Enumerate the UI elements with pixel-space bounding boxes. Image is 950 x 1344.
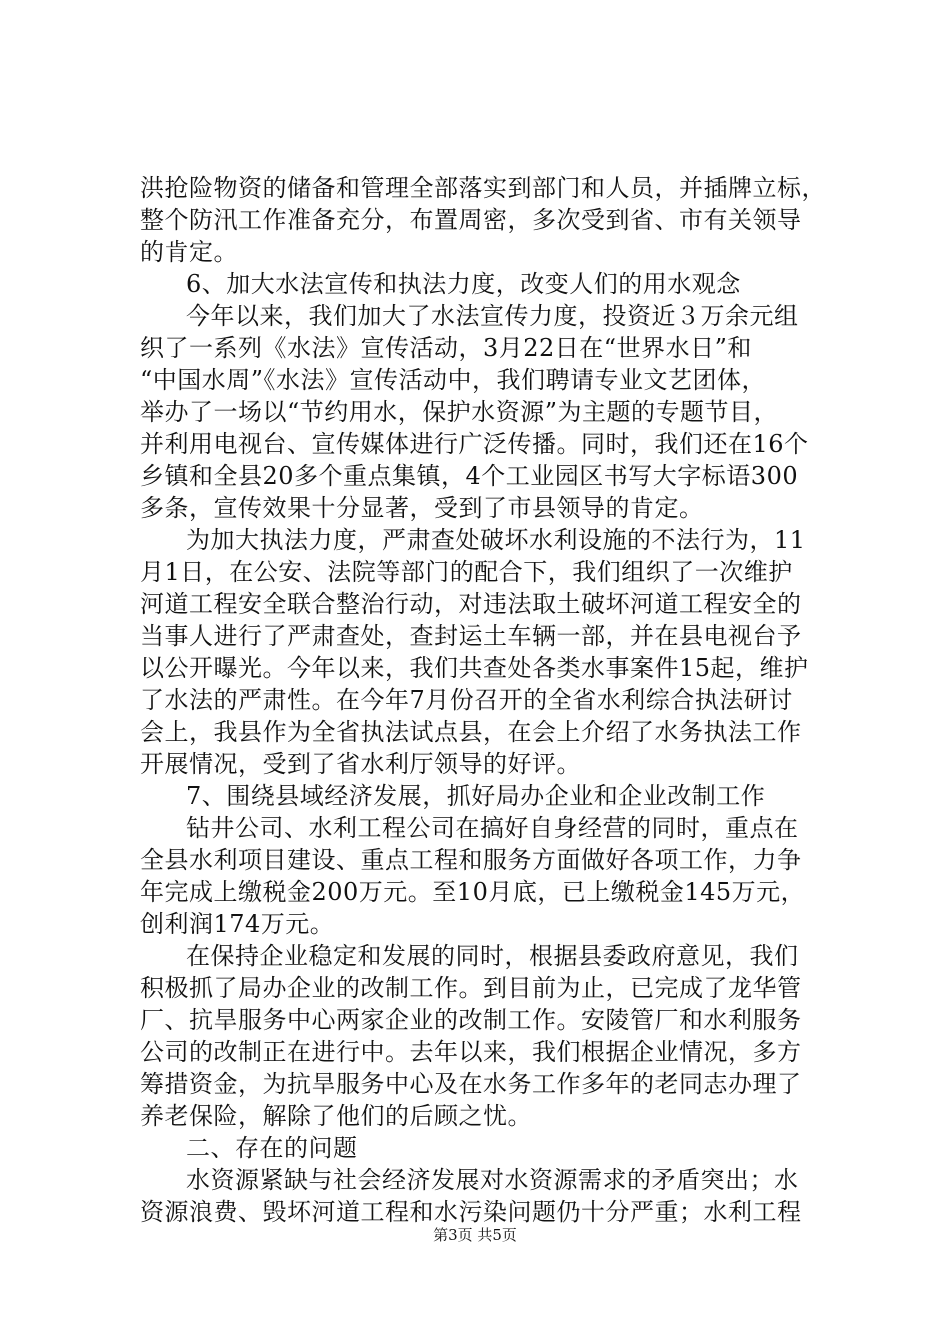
text-line: 创利润174万元。 bbox=[140, 910, 335, 938]
text-line: 以公开曝光。今年以来，我们共查处各类水事案件15起，维护 bbox=[140, 654, 809, 682]
document-body bbox=[140, 172, 830, 1228]
text-line: 月1日，在公安、法院等部门的配合下，我们组织了一次维护 bbox=[140, 558, 793, 586]
text-line: 积极抓了局办企业的改制工作。到目前为止，已完成了龙华管 bbox=[140, 974, 802, 1002]
text-line: 并利用电视台、宣传媒体进行广泛传播。同时，我们还在16个 bbox=[140, 430, 809, 458]
text-line: 二、存在的问题 bbox=[186, 1134, 358, 1162]
text-line: 举办了一场以“节约用水，保护水资源”为主题的专题节目， bbox=[140, 398, 779, 426]
text-line: 厂、抗旱服务中心两家企业的改制工作。安陵管厂和水利服务 bbox=[140, 1006, 802, 1034]
text-line: 的肯定。 bbox=[140, 238, 238, 266]
text-line: 公司的改制正在进行中。去年以来，我们根据企业情况，多方 bbox=[140, 1038, 802, 1066]
text-line: 了水法的严肃性。在今年7月份召开的全省水利综合执法研讨 bbox=[140, 686, 793, 714]
text-line: 全县水利项目建设、重点工程和服务方面做好各项工作，力争 bbox=[140, 846, 802, 874]
text-line: 乡镇和全县20多个重点集镇，4个工业园区书写大字标语300 bbox=[140, 462, 799, 490]
text-line: 水资源紧缺与社会经济发展对水资源需求的矛盾突出；水 bbox=[186, 1166, 799, 1194]
text-line: 今年以来，我们加大了水法宣传力度，投资近３万余元组 bbox=[186, 302, 799, 330]
text-line: 洪抢险物资的储备和管理全部落实到部门和人员，并插牌立标， bbox=[140, 174, 826, 202]
text-line: 钻井公司、水利工程公司在搞好自身经营的同时，重点在 bbox=[186, 814, 799, 842]
text-line: 6、加大水法宣传和执法力度，改变人们的用水观念 bbox=[186, 270, 741, 298]
text-line: 开展情况，受到了省水利厅领导的好评。 bbox=[140, 750, 581, 778]
text-line: 整个防汛工作准备充分，布置周密，多次受到省、市有关领导 bbox=[140, 206, 802, 234]
text-line: 年完成上缴税金200万元。至10月底，已上缴税金145万元， bbox=[140, 878, 806, 906]
text-line: 筹措资金，为抗旱服务中心及在水务工作多年的老同志办理了 bbox=[140, 1070, 802, 1098]
text-line: 织了一系列《水法》宣传活动，3月22日在“世界水日”和 bbox=[140, 334, 752, 362]
text-line: 资源浪费、毁坏河道工程和水污染问题仍十分严重；水利工程 bbox=[140, 1198, 802, 1226]
text-line: 养老保险，解除了他们的后顾之忧。 bbox=[140, 1102, 532, 1130]
page-footer: 第3页 共5页 bbox=[433, 1226, 517, 1244]
text-line: 在保持企业稳定和发展的同时，根据县委政府意见，我们 bbox=[186, 942, 799, 970]
text-line: 7、围绕县域经济发展，抓好局办企业和企业改制工作 bbox=[186, 782, 766, 810]
text-line: “中国水周”《水法》宣传活动中，我们聘请专业文艺团体， bbox=[140, 366, 767, 394]
text-line: 为加大执法力度，严肃查处破坏水利设施的不法行为，11 bbox=[186, 526, 806, 554]
text-line: 当事人进行了严肃查处，查封运土车辆一部，并在县电视台予 bbox=[140, 622, 802, 650]
text-line: 会上，我县作为全省执法试点县，在会上介绍了水务执法工作 bbox=[140, 718, 802, 746]
text-line: 多条，宣传效果十分显著，受到了市县领导的肯定。 bbox=[140, 494, 704, 522]
text-line: 河道工程安全联合整治行动，对违法取土破坏河道工程安全的 bbox=[140, 590, 802, 618]
